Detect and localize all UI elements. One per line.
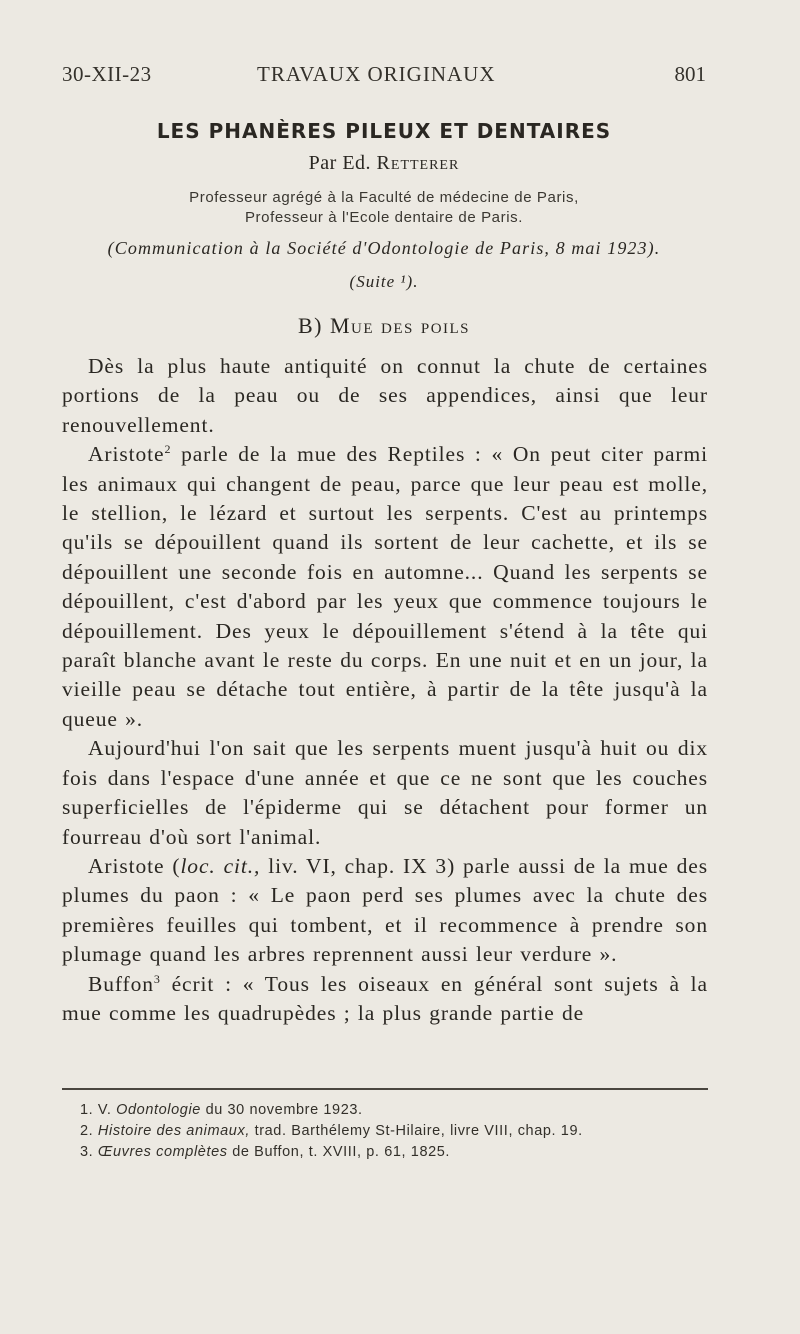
footnote-2 — [62, 1121, 708, 1142]
paragraph-2 — [62, 440, 708, 734]
section-heading-prefix: B) — [297, 313, 330, 338]
footnote-3-text: de Buffon, t. XVIII, p. 61, 1825. — [227, 1144, 451, 1160]
paragraph-2-text: parle de la mue des Reptiles : « On peut citer parmi les animaux qui changent de peau, parce que leur peau est molle, le stellion, le lézard et surtout les serpents. C'est au printemps qu'ils se dépouillent quand ils sortent de leur cachette, et ils se dépouillent une seconde fois en automne... Quand les serpents se dépouillent, c'est d'abord par les yeux que commence toujours le dépouillement. Des yeux le dépouillement s'étend à la tête qui paraît blanche avant le reste du corps. En une nuit et en un jour, la vieille peau se détache tout entière, à partir de la tête jusqu'à la queue ». — [62, 442, 708, 731]
footnote-1 — [62, 1100, 708, 1121]
author-prefix: Par Ed. — [308, 152, 377, 174]
suite-note: (Suite ¹). — [349, 272, 419, 291]
footnote-3 — [62, 1142, 708, 1163]
footnote-divider — [62, 1088, 708, 1090]
paragraph-2-lead: Aristote — [88, 442, 165, 467]
footnote-2-text: trad. Barthélemy St-Hilaire, livre VIII, chap. 19. — [249, 1123, 583, 1139]
footnote-3-number: 3. — [80, 1144, 98, 1160]
paragraph-4 — [62, 852, 708, 970]
footnote-ref-3: 3 — [153, 971, 161, 986]
body-text — [62, 352, 708, 1028]
paragraph-5-text: écrit : « Tous les oiseaux en général sont sujets à la mue comme les quadrupèdes ; la plus grande partie de — [62, 971, 708, 1025]
footnote-ref-2: 2 — [164, 442, 172, 457]
footnote-2-title: Histoire des animaux, — [97, 1123, 250, 1139]
section-heading-text: Mue des poils — [329, 313, 471, 338]
author-affiliation-2: Professeur à l'Ecole dentaire de Paris. — [244, 209, 524, 226]
paragraph-5-lead: Buffon — [88, 971, 154, 996]
author-name: Retterer — [376, 152, 460, 174]
footnote-1-number: 1. V. — [80, 1102, 117, 1118]
section-heading — [62, 313, 706, 339]
paragraph-3: Aujourd'hui l'on sait que les serpents muent jusqu'à huit ou dix fois dans l'espace d'une année et que ce ne sont que les couches superficielles de l'épiderme qui se détachent pour former un fourreau d'où sort l'animal. — [62, 736, 708, 849]
header-section: TRAVAUX ORIGINAUX — [257, 62, 496, 86]
paragraph-4-citation: loc. cit., — [180, 853, 261, 878]
communication-note: (Communication à la Société d'Odontologie de Paris, 8 mai 1923). — [107, 238, 661, 258]
footnote-3-title: Œuvres complètes — [97, 1144, 228, 1160]
paragraph-4-text: liv. VI, chap. IX 3) parle aussi de la mue des plumes du paon : « Le paon perd ses plumes avec la chute des premières feuilles qui tombent, et il recommence à prendre son plumage quand les arbres reprennent aussi leur verdure ». — [62, 853, 708, 967]
page-number: 801 — [674, 62, 706, 86]
header-date: 30-XII-23 — [62, 62, 152, 86]
article-author — [62, 152, 706, 175]
paragraph-5 — [62, 970, 708, 1029]
paragraph-4-lead: Aristote ( — [88, 853, 181, 878]
footnote-2-number: 2. — [80, 1123, 98, 1139]
paragraph-1: Dès la plus haute antiquité on connut la chute de certaines portions de la peau ou de ses appendices, ainsi que leur renouvellement. — [62, 354, 708, 437]
article-title: LES PHANÈRES PILEUX ET DENTAIRES — [156, 119, 612, 143]
footnote-1-text: du 30 novembre 1923. — [200, 1102, 363, 1118]
footnotes — [62, 1100, 708, 1163]
footnote-1-title: Odontologie — [116, 1102, 201, 1118]
author-affiliation-1: Professeur agrégé à la Faculté de médecine de Paris, — [189, 189, 579, 206]
running-head — [62, 62, 706, 86]
